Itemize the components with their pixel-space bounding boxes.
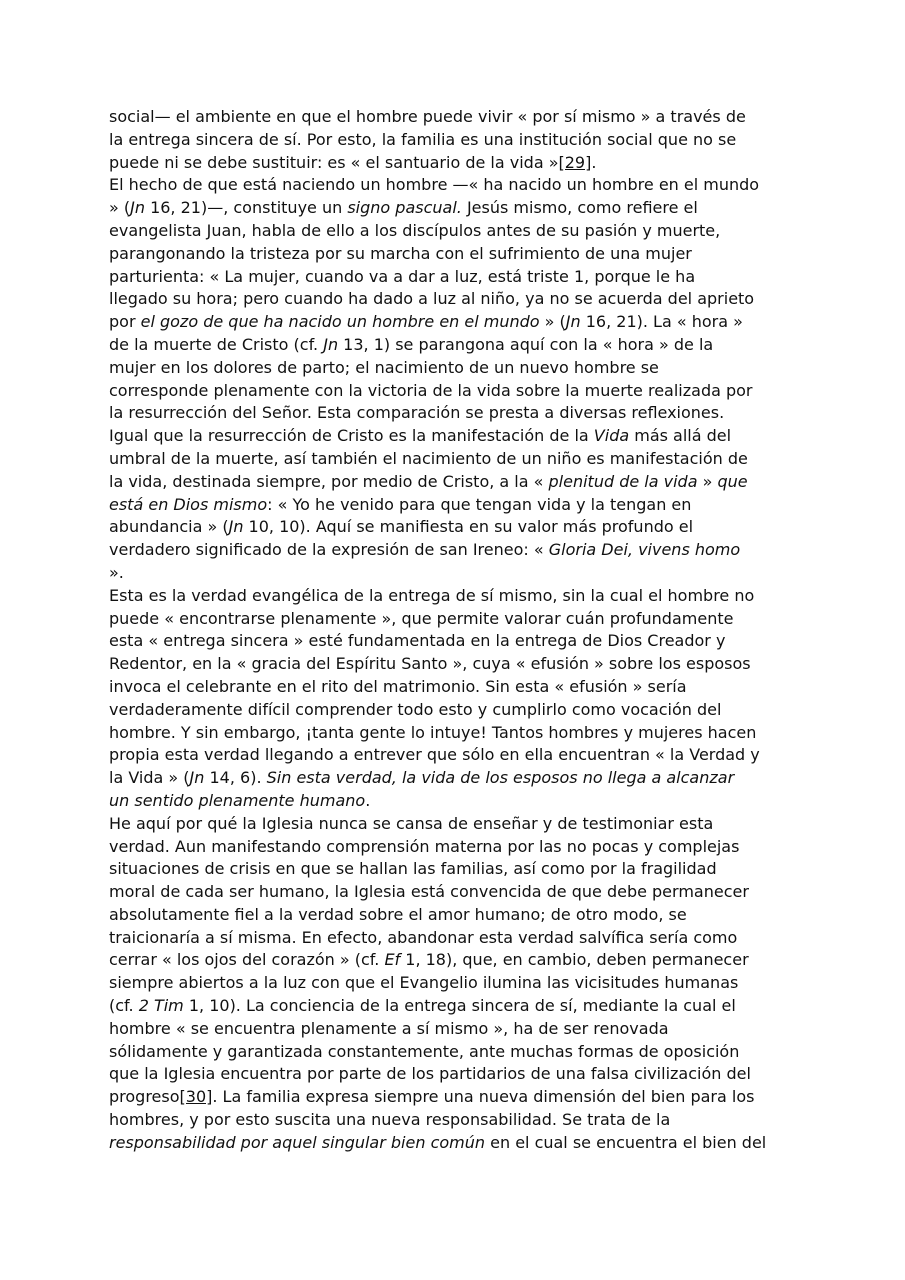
text-line: hombre « se encuentra plenamente a sí mismo », ha de ser renovada [109, 1018, 669, 1038]
text-line: la entrega sincera de sí. Por esto, la familia es una institución social que no se [109, 129, 737, 149]
text-line: la vida, destinada siempre, por medio de Cristo, a la « plenitud de la vida » que [109, 471, 748, 491]
text-line: sólidamente y garantizada constantemente, ante muchas formas de oposición [109, 1041, 740, 1061]
text-line: hombres, y por esto suscita una nueva responsabilidad. Se trata de la [109, 1110, 671, 1130]
text-line: (cf. 2 Tim 1, 10). La conciencia de la entrega sincera de sí, mediante la cual el [109, 996, 736, 1016]
footnote-link-30[interactable]: [30] [179, 1087, 213, 1107]
text-line: está en Dios mismo: « Yo he venido para que tengan vida y la tengan en [109, 494, 692, 514]
text-line: cerrar « los ojos del corazón » (cf. Ef 1, 18), que, en cambio, deben permanecer [109, 950, 749, 970]
text-line: parturienta: « La mujer, cuando va a dar a luz, está triste 1, porque le ha [109, 266, 696, 286]
text-line: verdadero significado de la expresión de san Ireneo: « Gloria Dei, vivens homo [109, 540, 741, 560]
text-line: esta « entrega sincera » esté fundamentada en la entrega de Dios Creador y [109, 631, 726, 651]
text-line: siempre abiertos a la luz con que el Evangelio ilumina las vicisitudes humanas [109, 973, 739, 993]
text-line: llegado su hora; pero cuando ha dado a luz al niño, ya no se acuerda del aprieto [109, 289, 755, 309]
text-line: moral de cada ser humano, la Iglesia está convencida de que debe permanecer [109, 882, 749, 902]
text-line: social— el ambiente en que el hombre puede vivir « por sí mismo » a través de [109, 107, 746, 126]
text-line: hombre. Y sin embargo, ¡tanta gente lo intuye! Tantos hombres y mujeres hacen [109, 722, 757, 742]
text-line: abundancia » (Jn 10, 10). Aquí se manifiesta en su valor más profundo el [109, 517, 694, 537]
text-line: He aquí por qué la Iglesia nunca se cansa de enseñar y de testimoniar esta [109, 813, 714, 833]
text-line: de la muerte de Cristo (cf. Jn 13, 1) se parangona aquí con la « hora » de la [109, 334, 714, 354]
text-line: la resurrección del Señor. Esta comparación se presta a diversas reflexiones. [109, 403, 725, 423]
text-line: Igual que la resurrección de Cristo es la manifestación de la Vida más allá del [109, 426, 732, 446]
text-line: situaciones de crisis en que se hallan las familias, así como por la fragilidad [109, 859, 717, 879]
text-line: parangonando la tristeza por su marcha con el sufrimiento de una mujer [109, 243, 692, 263]
text-line: que la Iglesia encuentra por parte de los partidarios de una falsa civilización del [109, 1064, 751, 1084]
text-line: puede ni se debe sustituir: es « el santuario de la vida »[29]. [109, 152, 597, 172]
text-line: Esta es la verdad evangélica de la entrega de sí mismo, sin la cual el hombre no [109, 585, 755, 605]
text-line: propia esta verdad llegando a entrever que sólo en ella encuentran « la Verdad y [109, 745, 760, 765]
text-line: evangelista Juan, habla de ello a los discípulos antes de su pasión y muerte, [109, 220, 721, 240]
document-page [109, 106, 809, 1155]
text-line: mujer en los dolores de parto; el nacimiento de un nuevo hombre se [109, 357, 659, 377]
text-line: verdad. Aun manifestando comprensión materna por las no pocas y complejas [109, 836, 740, 856]
text-line: » (Jn 16, 21)—, constituye un signo pascual. Jesús mismo, como refiere el [109, 198, 698, 218]
text-line: traicionaría a sí misma. En efecto, abandonar esta verdad salvífica sería como [109, 927, 738, 947]
text-line: corresponde plenamente con la victoria de la vida sobre la muerte realizada por [109, 380, 753, 400]
text-line: invoca el celebrante en el rito del matrimonio. Sin esta « efusión » sería [109, 676, 687, 696]
text-line: El hecho de que está naciendo un hombre —« ha nacido un hombre en el mundo [109, 175, 760, 195]
text-line: ». [109, 562, 124, 582]
text-line: por el gozo de que ha nacido un hombre en el mundo » (Jn 16, 21). La « hora » [109, 312, 743, 332]
text-line: Redentor, en la « gracia del Espíritu Santo », cuya « efusión » sobre los esposos [109, 654, 751, 674]
text-line: la Vida » (Jn 14, 6). Sin esta verdad, la vida de los esposos no llega a alcanzar [109, 768, 735, 788]
text-line: progreso[30]. La familia expresa siempre una nueva dimensión del bien para los [109, 1087, 755, 1107]
footnote-link-29[interactable]: [29] [558, 152, 592, 172]
text-line: absolutamente fiel a la verdad sobre el amor humano; de otro modo, se [109, 904, 687, 924]
text-line: un sentido plenamente humano. [109, 790, 371, 810]
text-line: umbral de la muerte, así también el nacimiento de un niño es manifestación de [109, 448, 748, 468]
text-line: puede « encontrarse plenamente », que permite valorar cuán profundamente [109, 608, 734, 628]
text-line: responsabilidad por aquel singular bien común en el cual se encuentra el bien del [109, 1132, 767, 1152]
text-line: verdaderamente difícil comprender todo esto y cumplirlo como vocación del [109, 699, 722, 719]
